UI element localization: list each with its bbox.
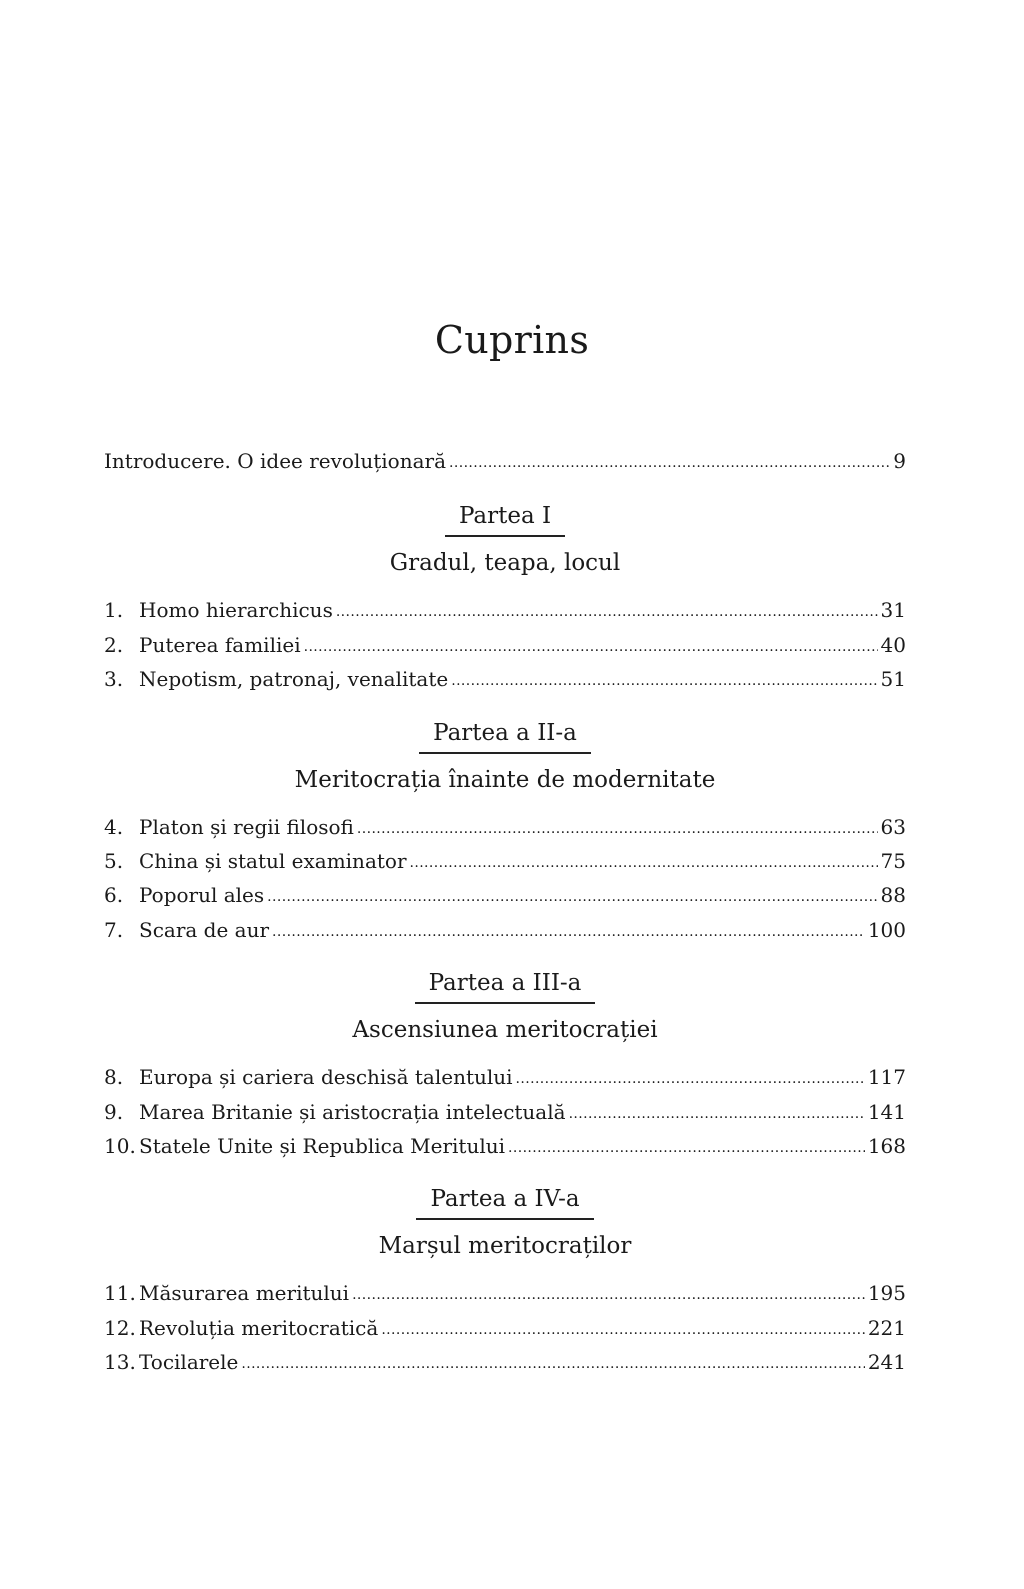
chapter-number: 11. [104, 1281, 136, 1306]
toc-entry[interactable] [104, 593, 906, 627]
dot-leader [451, 661, 877, 698]
entry-title: Scara de aur [139, 917, 270, 942]
chapter-number: 6. [104, 883, 124, 908]
entry-title: Poporul ales [139, 883, 265, 908]
toc-entry-introduction[interactable] [104, 444, 906, 478]
dot-leader [516, 1059, 865, 1096]
part-subtitle: Ascensiunea meritocrației [352, 1017, 658, 1044]
chapter-number: 2. [104, 632, 124, 657]
page-number: 221 [867, 1315, 906, 1340]
toc-entry[interactable] [104, 1345, 906, 1379]
toc-entry[interactable] [104, 1276, 906, 1310]
chapter-number: 12. [104, 1315, 136, 1340]
part-heading-2 [104, 717, 906, 796]
page-number: 31 [880, 598, 906, 623]
chapter-number: 4. [104, 814, 124, 839]
chapter-number: 7. [104, 917, 124, 942]
page-number: 51 [880, 667, 906, 692]
chapter-number: 9. [104, 1099, 124, 1124]
entry-title: Introducere. O idee revoluționară [104, 449, 447, 473]
chapter-number: 8. [104, 1065, 124, 1090]
part-subtitle: Meritocrația înainte de modernitate [294, 766, 716, 793]
entry-title: Nepotism, patronaj, venalitate [139, 667, 449, 692]
page-number: 241 [867, 1350, 906, 1375]
part-heading-3 [104, 967, 906, 1046]
part-subtitle: Gradul, teapa, locul [389, 550, 621, 577]
entry-title: Platon și regii filosofi [139, 814, 354, 839]
page-number: 63 [880, 814, 906, 839]
page-number: 75 [880, 848, 906, 873]
page-title: Cuprins [434, 318, 590, 362]
page-number: 88 [880, 883, 906, 908]
dot-leader [304, 627, 878, 664]
toc-entry[interactable] [104, 1095, 906, 1129]
entry-title: Măsurarea meritului [139, 1281, 350, 1306]
toc-entry[interactable] [104, 1060, 906, 1094]
part-label: Partea a III-a [415, 967, 596, 1004]
page-number: 9 [893, 449, 906, 473]
part-heading-4 [104, 1183, 906, 1262]
chapter-number: 3. [104, 667, 124, 692]
entry-title: Marea Britanie și aristocrația intelectuală [139, 1099, 566, 1124]
dot-leader [357, 809, 878, 846]
dot-leader [336, 592, 878, 629]
dot-leader [352, 1275, 865, 1312]
toc-entry[interactable] [104, 913, 906, 947]
dot-leader [272, 912, 865, 949]
entry-title: Europa și cariera deschisă talentului [139, 1065, 513, 1090]
dot-leader [508, 1128, 865, 1165]
part-subtitle: Marșul meritocraților [378, 1233, 632, 1260]
dot-leader [241, 1344, 864, 1381]
toc-entry[interactable] [104, 810, 906, 844]
entry-title: Puterea familiei [139, 632, 301, 657]
toc-entry[interactable] [104, 844, 906, 878]
page-number: 40 [880, 632, 906, 657]
toc-entry[interactable] [104, 878, 906, 912]
dot-leader [569, 1094, 865, 1131]
toc-entry[interactable] [104, 1129, 906, 1163]
chapter-number: 13. [104, 1350, 136, 1375]
part-label: Partea I [445, 500, 565, 537]
page-number: 117 [867, 1065, 906, 1090]
dot-leader [449, 443, 890, 480]
page-number: 141 [867, 1099, 906, 1124]
chapter-number: 5. [104, 848, 124, 873]
part-label: Partea a II-a [419, 717, 591, 754]
toc-entry[interactable] [104, 628, 906, 662]
part-heading-1 [104, 500, 906, 579]
page-number: 100 [867, 917, 906, 942]
chapter-number: 10. [104, 1133, 136, 1158]
toc-entry[interactable] [104, 662, 906, 696]
entry-title: Revoluția meritocratică [139, 1315, 379, 1340]
entry-title: Statele Unite și Republica Meritului [139, 1133, 506, 1158]
entry-title: Homo hierarchicus [139, 598, 333, 623]
page-number: 195 [867, 1281, 906, 1306]
page-number: 168 [867, 1133, 906, 1158]
dot-leader [381, 1310, 865, 1347]
table-of-contents [104, 444, 906, 1379]
dot-leader [267, 877, 877, 914]
part-label: Partea a IV-a [416, 1183, 593, 1220]
entry-title: Tocilarele [139, 1350, 239, 1375]
toc-entry[interactable] [104, 1311, 906, 1345]
entry-title: China și statul examinator [139, 848, 407, 873]
chapter-number: 1. [104, 598, 124, 623]
dot-leader [410, 843, 878, 880]
